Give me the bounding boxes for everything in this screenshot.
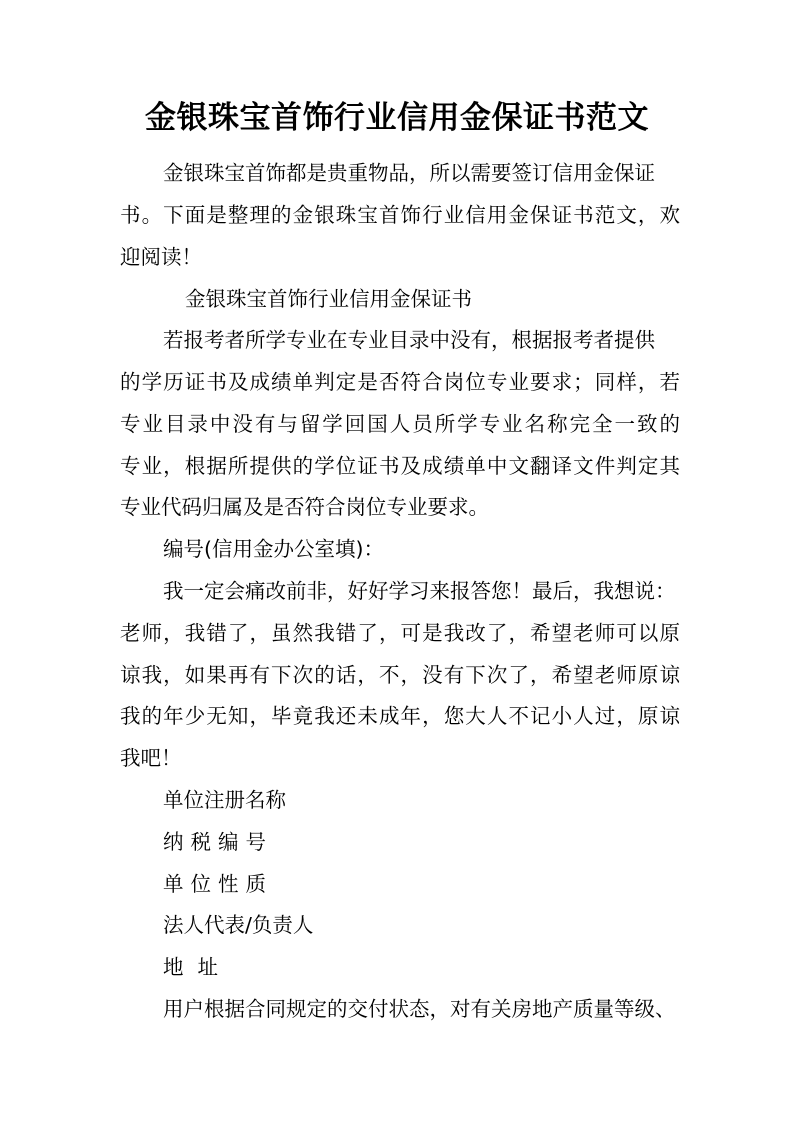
paragraph-line: 我的年少无知，毕竟我还未成年，您大人不记小人过，原谅 [120,704,680,728]
number-line: 编号(信用金办公室填)： [163,537,384,561]
paragraph-line: 专业，根据所提供的学位证书及成绩单中文翻译文件判定其 [120,454,680,478]
paragraph-line: 用户根据合同规定的交付状态，对有关房地产质量等级、 [163,997,676,1021]
paragraph-line: 我吧！ [120,746,182,770]
field-label: 法人代表/负责人 [163,913,314,937]
paragraph-line: 的学历证书及成绩单判定是否符合岗位专业要求；同样，若 [120,370,680,394]
paragraph-line: 我一定会痛改前非，好好学习来报答您！最后，我想说： [163,579,676,603]
field-label: 地址 [163,955,232,979]
paragraph-line: 专业目录中没有与留学回国人员所学专业名称完全一致的 [120,412,680,436]
field-label: 纳税编号 [163,830,273,854]
field-label: 单位注册名称 [163,788,286,812]
paragraph-line: 谅我，如果再有下次的话，不，没有下次了，希望老师原谅 [120,663,680,687]
page-title: 金银珠宝首饰行业信用金保证书范文 [145,100,649,136]
field-label: 单位性质 [163,872,273,896]
intro-line: 金银珠宝首饰都是贵重物品，所以需要签订信用金保证 [163,161,655,185]
section-subtitle: 金银珠宝首饰行业信用金保证书 [185,287,472,311]
intro-line: 书。下面是整理的金银珠宝首饰行业信用金保证书范文，欢 [120,203,680,227]
paragraph-line: 老师，我错了，虽然我错了，可是我改了，希望老师可以原 [120,621,680,645]
intro-line: 迎阅读！ [120,245,202,269]
paragraph-line: 专业代码归属及是否符合岗位专业要求。 [120,495,489,519]
paragraph-line: 若报考者所学专业在专业目录中没有，根据报考者提供 [163,328,655,352]
